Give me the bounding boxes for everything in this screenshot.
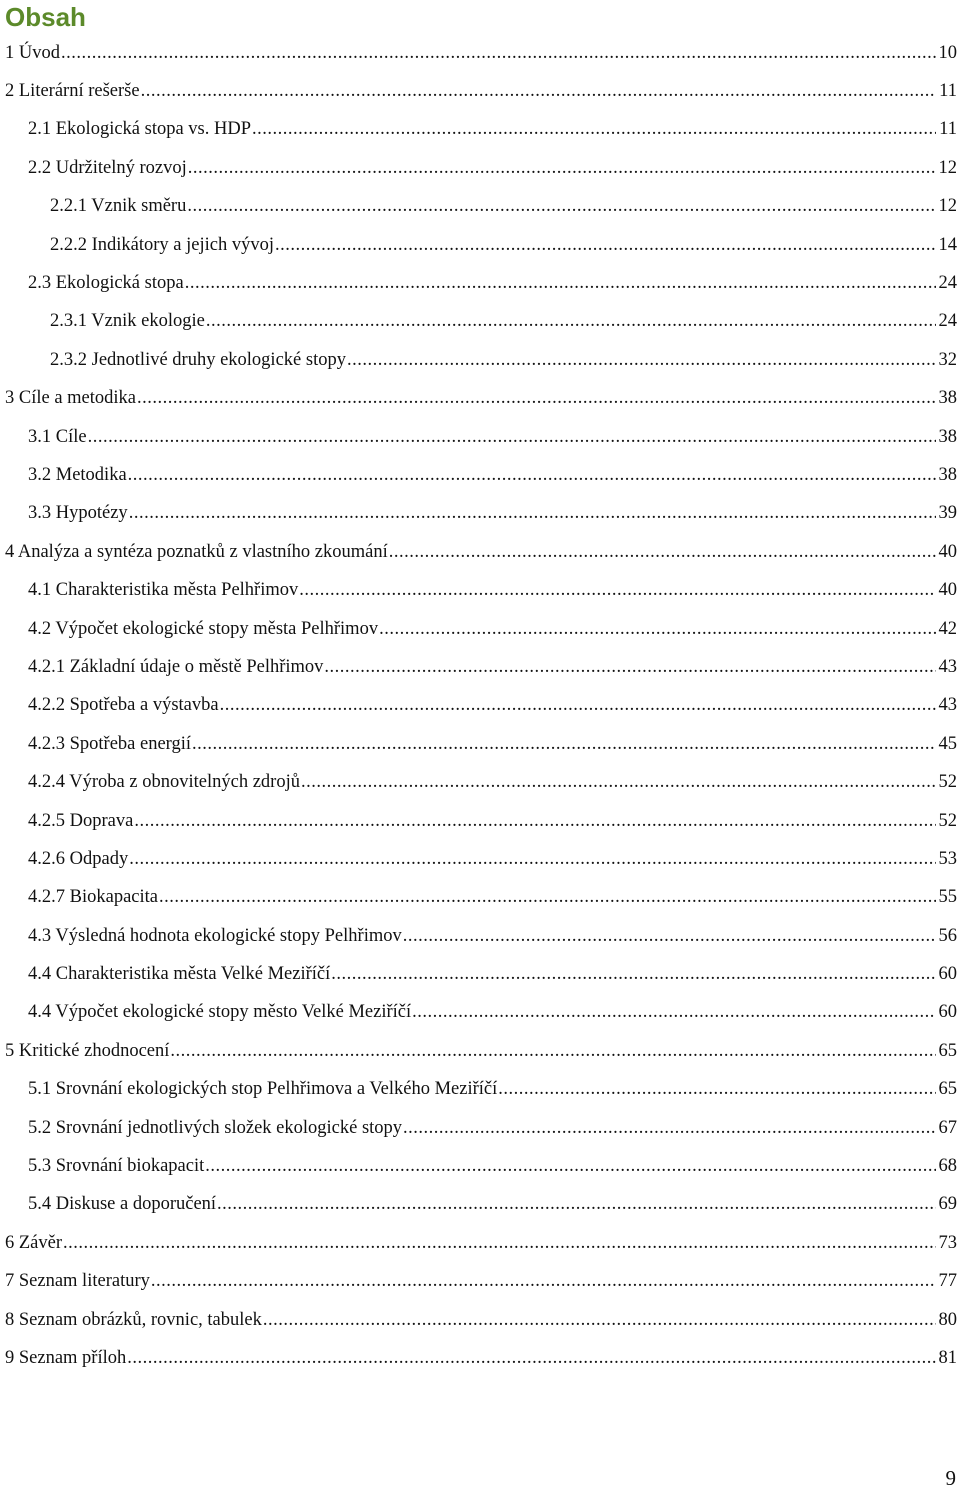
toc-entry-label: 3.3 Hypotézy <box>28 503 128 524</box>
toc-entry-page: 38 <box>938 426 957 447</box>
toc-entry-label: 2.3.1 Vznik ekologie <box>50 311 205 332</box>
dot-leader <box>205 1156 935 1177</box>
dot-leader <box>347 350 936 371</box>
dot-leader <box>331 964 935 985</box>
toc-entry-page: 67 <box>938 1117 957 1138</box>
toc-entry[interactable] <box>0 264 960 302</box>
dot-leader <box>61 43 936 64</box>
toc-entry[interactable] <box>0 1071 960 1109</box>
toc-entry[interactable] <box>0 725 960 763</box>
dot-leader <box>498 1079 935 1100</box>
toc-entry-label: 9 Seznam příloh <box>5 1347 127 1368</box>
toc-entry[interactable] <box>0 341 960 379</box>
toc-entry-page: 60 <box>938 1002 957 1023</box>
toc-entry-label: 5.3 Srovnání biokapacit <box>28 1156 205 1177</box>
toc-entry[interactable] <box>0 149 960 187</box>
toc-entry-label: 4.2.6 Odpady <box>28 848 129 869</box>
toc-entry-page: 24 <box>938 311 957 332</box>
toc-entry-label: 4.2.2 Spotřeba a výstavba <box>28 695 219 716</box>
toc-entry-label: 3.1 Cíle <box>28 426 87 447</box>
toc-entry-page: 81 <box>938 1347 957 1368</box>
toc-entry[interactable] <box>0 72 960 110</box>
toc-entry-label: 7 Seznam literatury <box>5 1271 150 1292</box>
toc-entry[interactable] <box>0 418 960 456</box>
dot-leader <box>129 849 935 870</box>
toc-entry[interactable] <box>0 1147 960 1185</box>
dot-leader <box>389 542 936 563</box>
toc-entry-page: 12 <box>938 157 957 178</box>
toc-entry-label: 4.2.7 Biokapacita <box>28 887 158 908</box>
dot-leader <box>159 887 936 908</box>
toc-entry[interactable] <box>0 879 960 917</box>
toc-entry-label: 5.4 Diskuse a doporučení <box>28 1194 217 1215</box>
toc-entry-page: 38 <box>938 464 957 485</box>
toc-entry-label: 4.4 Charakteristika města Velké Meziříčí <box>28 964 331 985</box>
toc-entry-page: 42 <box>938 618 957 639</box>
toc-entry-page: 45 <box>938 733 957 754</box>
toc-entry-page: 32 <box>938 349 957 370</box>
toc-entry-label: 4.3 Výsledná hodnota ekologické stopy Pelhřimov <box>28 925 402 946</box>
toc-entry-page: 24 <box>938 273 957 294</box>
dot-leader <box>170 1041 935 1062</box>
toc-entry-label: 4.2 Výpočet ekologické stopy města Pelhřimov <box>28 618 379 639</box>
toc-entry[interactable] <box>0 763 960 801</box>
toc-entry[interactable] <box>0 1339 960 1377</box>
toc-entry-page: 43 <box>938 656 957 677</box>
toc-entry[interactable] <box>0 610 960 648</box>
toc-entry[interactable] <box>0 495 960 533</box>
dot-leader <box>187 196 935 217</box>
dot-leader <box>192 734 935 755</box>
toc-entry-page: 56 <box>938 925 957 946</box>
dot-leader <box>206 311 936 332</box>
toc-entry-page: 10 <box>938 42 957 63</box>
toc-entry-page: 11 <box>939 119 957 140</box>
toc-entry-page: 52 <box>938 772 957 793</box>
toc-entry[interactable] <box>0 994 960 1032</box>
toc-entry[interactable] <box>0 648 960 686</box>
toc-entry-page: 65 <box>938 1079 957 1100</box>
toc-entry[interactable] <box>0 1263 960 1301</box>
toc-entry-page: 43 <box>938 695 957 716</box>
toc-entry[interactable] <box>0 1224 960 1262</box>
dot-leader <box>263 1310 936 1331</box>
toc-entry-label: 4 Analýza a syntéza poznatků z vlastního zkoumání <box>5 541 388 562</box>
dot-leader <box>379 619 935 640</box>
toc-entry-page: 38 <box>938 388 957 409</box>
dot-leader <box>63 1233 935 1254</box>
dot-leader <box>301 772 936 793</box>
toc-entry-page: 14 <box>938 234 957 255</box>
toc-entry-page: 73 <box>938 1232 957 1253</box>
toc-entry-page: 12 <box>938 196 957 217</box>
toc-entry-label: 2.3 Ekologická stopa <box>28 273 184 294</box>
toc-entry[interactable] <box>0 303 960 341</box>
toc-entry-label: 5.2 Srovnání jednotlivých složek ekologické stopy <box>28 1117 403 1138</box>
toc-entry-label: 4.2.3 Spotřeba energií <box>28 733 192 754</box>
toc-entry[interactable] <box>0 456 960 494</box>
dot-leader <box>151 1271 936 1292</box>
dot-leader <box>185 273 936 294</box>
toc-entry-page: 80 <box>938 1309 957 1330</box>
dot-leader <box>128 465 936 486</box>
toc-entry-label: 5.1 Srovnání ekologických stop Pelhřimova a Velkého Meziříčí <box>28 1079 498 1100</box>
toc-entry-page: 11 <box>939 81 957 102</box>
toc-entry-page: 68 <box>938 1156 957 1177</box>
toc-entry[interactable] <box>0 34 960 72</box>
toc-entry-page: 77 <box>938 1271 957 1292</box>
toc-entry-label: 2.2.1 Vznik směru <box>50 196 187 217</box>
toc-entry-label: 4.2.1 Základní údaje o městě Pelhřimov <box>28 656 324 677</box>
dot-leader <box>134 811 935 832</box>
toc-entry-page: 40 <box>938 541 957 562</box>
toc-entry[interactable] <box>0 533 960 571</box>
toc-entry-label: 2.3.2 Jednotlivé druhy ekologické stopy <box>50 349 346 370</box>
dot-leader <box>324 657 935 678</box>
toc-entry-label: 2.2.2 Indikátory a jejich vývoj <box>50 234 275 255</box>
dot-leader <box>127 1348 935 1369</box>
toc-entry[interactable] <box>0 955 960 993</box>
toc-entry-label: 4.2.5 Doprava <box>28 810 134 831</box>
dot-leader <box>403 926 936 947</box>
dot-leader <box>217 1194 935 1215</box>
toc-list <box>0 34 960 1378</box>
toc-entry[interactable] <box>0 917 960 955</box>
toc-entry-page: 52 <box>938 810 957 831</box>
toc-entry-label: 3.2 Metodika <box>28 464 127 485</box>
toc-entry-label: 6 Závěr <box>5 1232 63 1253</box>
toc-entry[interactable] <box>0 840 960 878</box>
toc-entry[interactable] <box>0 571 960 609</box>
toc-entry-page: 55 <box>938 887 957 908</box>
toc-entry[interactable] <box>0 380 960 418</box>
toc-entry-label: 4.2.4 Výroba z obnovitelných zdrojů <box>28 772 300 793</box>
toc-entry-label: 8 Seznam obrázků, rovnic, tabulek <box>5 1309 262 1330</box>
toc-entry-label: 2.1 Ekologická stopa vs. HDP <box>28 119 252 140</box>
toc-entry-label: 1 Úvod <box>5 42 60 63</box>
dot-leader <box>275 235 935 256</box>
dot-leader <box>188 158 936 179</box>
toc-entry-label: 4.4 Výpočet ekologické stopy město Velké Meziříčí <box>28 1002 412 1023</box>
dot-leader <box>252 119 936 140</box>
toc-entry-page: 60 <box>938 964 957 985</box>
toc-entry-page: 39 <box>938 503 957 524</box>
toc-entry-label: 5 Kritické zhodnocení <box>5 1040 170 1061</box>
toc-entry-label: 3 Cíle a metodika <box>5 388 137 409</box>
dot-leader <box>137 388 935 409</box>
toc-entry-label: 4.1 Charakteristika města Pelhřimov <box>28 580 299 601</box>
toc-entry[interactable] <box>0 188 960 226</box>
toc-title: Obsah <box>5 2 86 32</box>
toc-entry-label: 2.2 Udržitelný rozvoj <box>28 157 187 178</box>
toc-entry[interactable] <box>0 687 960 725</box>
dot-leader <box>88 427 936 448</box>
dot-leader <box>412 1002 935 1023</box>
toc-entry[interactable] <box>0 1186 960 1224</box>
toc-entry[interactable] <box>0 1301 960 1339</box>
toc-entry-label: 2 Literární rešerše <box>5 81 140 102</box>
toc-entry[interactable] <box>0 1032 960 1070</box>
toc-entry-page: 65 <box>938 1040 957 1061</box>
toc-entry[interactable] <box>0 226 960 264</box>
page-number: 9 <box>945 1466 956 1490</box>
dot-leader <box>299 580 935 601</box>
dot-leader <box>129 503 936 524</box>
dot-leader <box>220 695 936 716</box>
toc-entry[interactable] <box>0 1109 960 1147</box>
dot-leader <box>403 1118 935 1139</box>
toc-entry-page: 40 <box>938 580 957 601</box>
toc-entry[interactable] <box>0 111 960 149</box>
toc-entry-page: 69 <box>938 1194 957 1215</box>
toc-entry[interactable] <box>0 802 960 840</box>
dot-leader <box>141 81 937 102</box>
toc-entry-page: 53 <box>938 848 957 869</box>
